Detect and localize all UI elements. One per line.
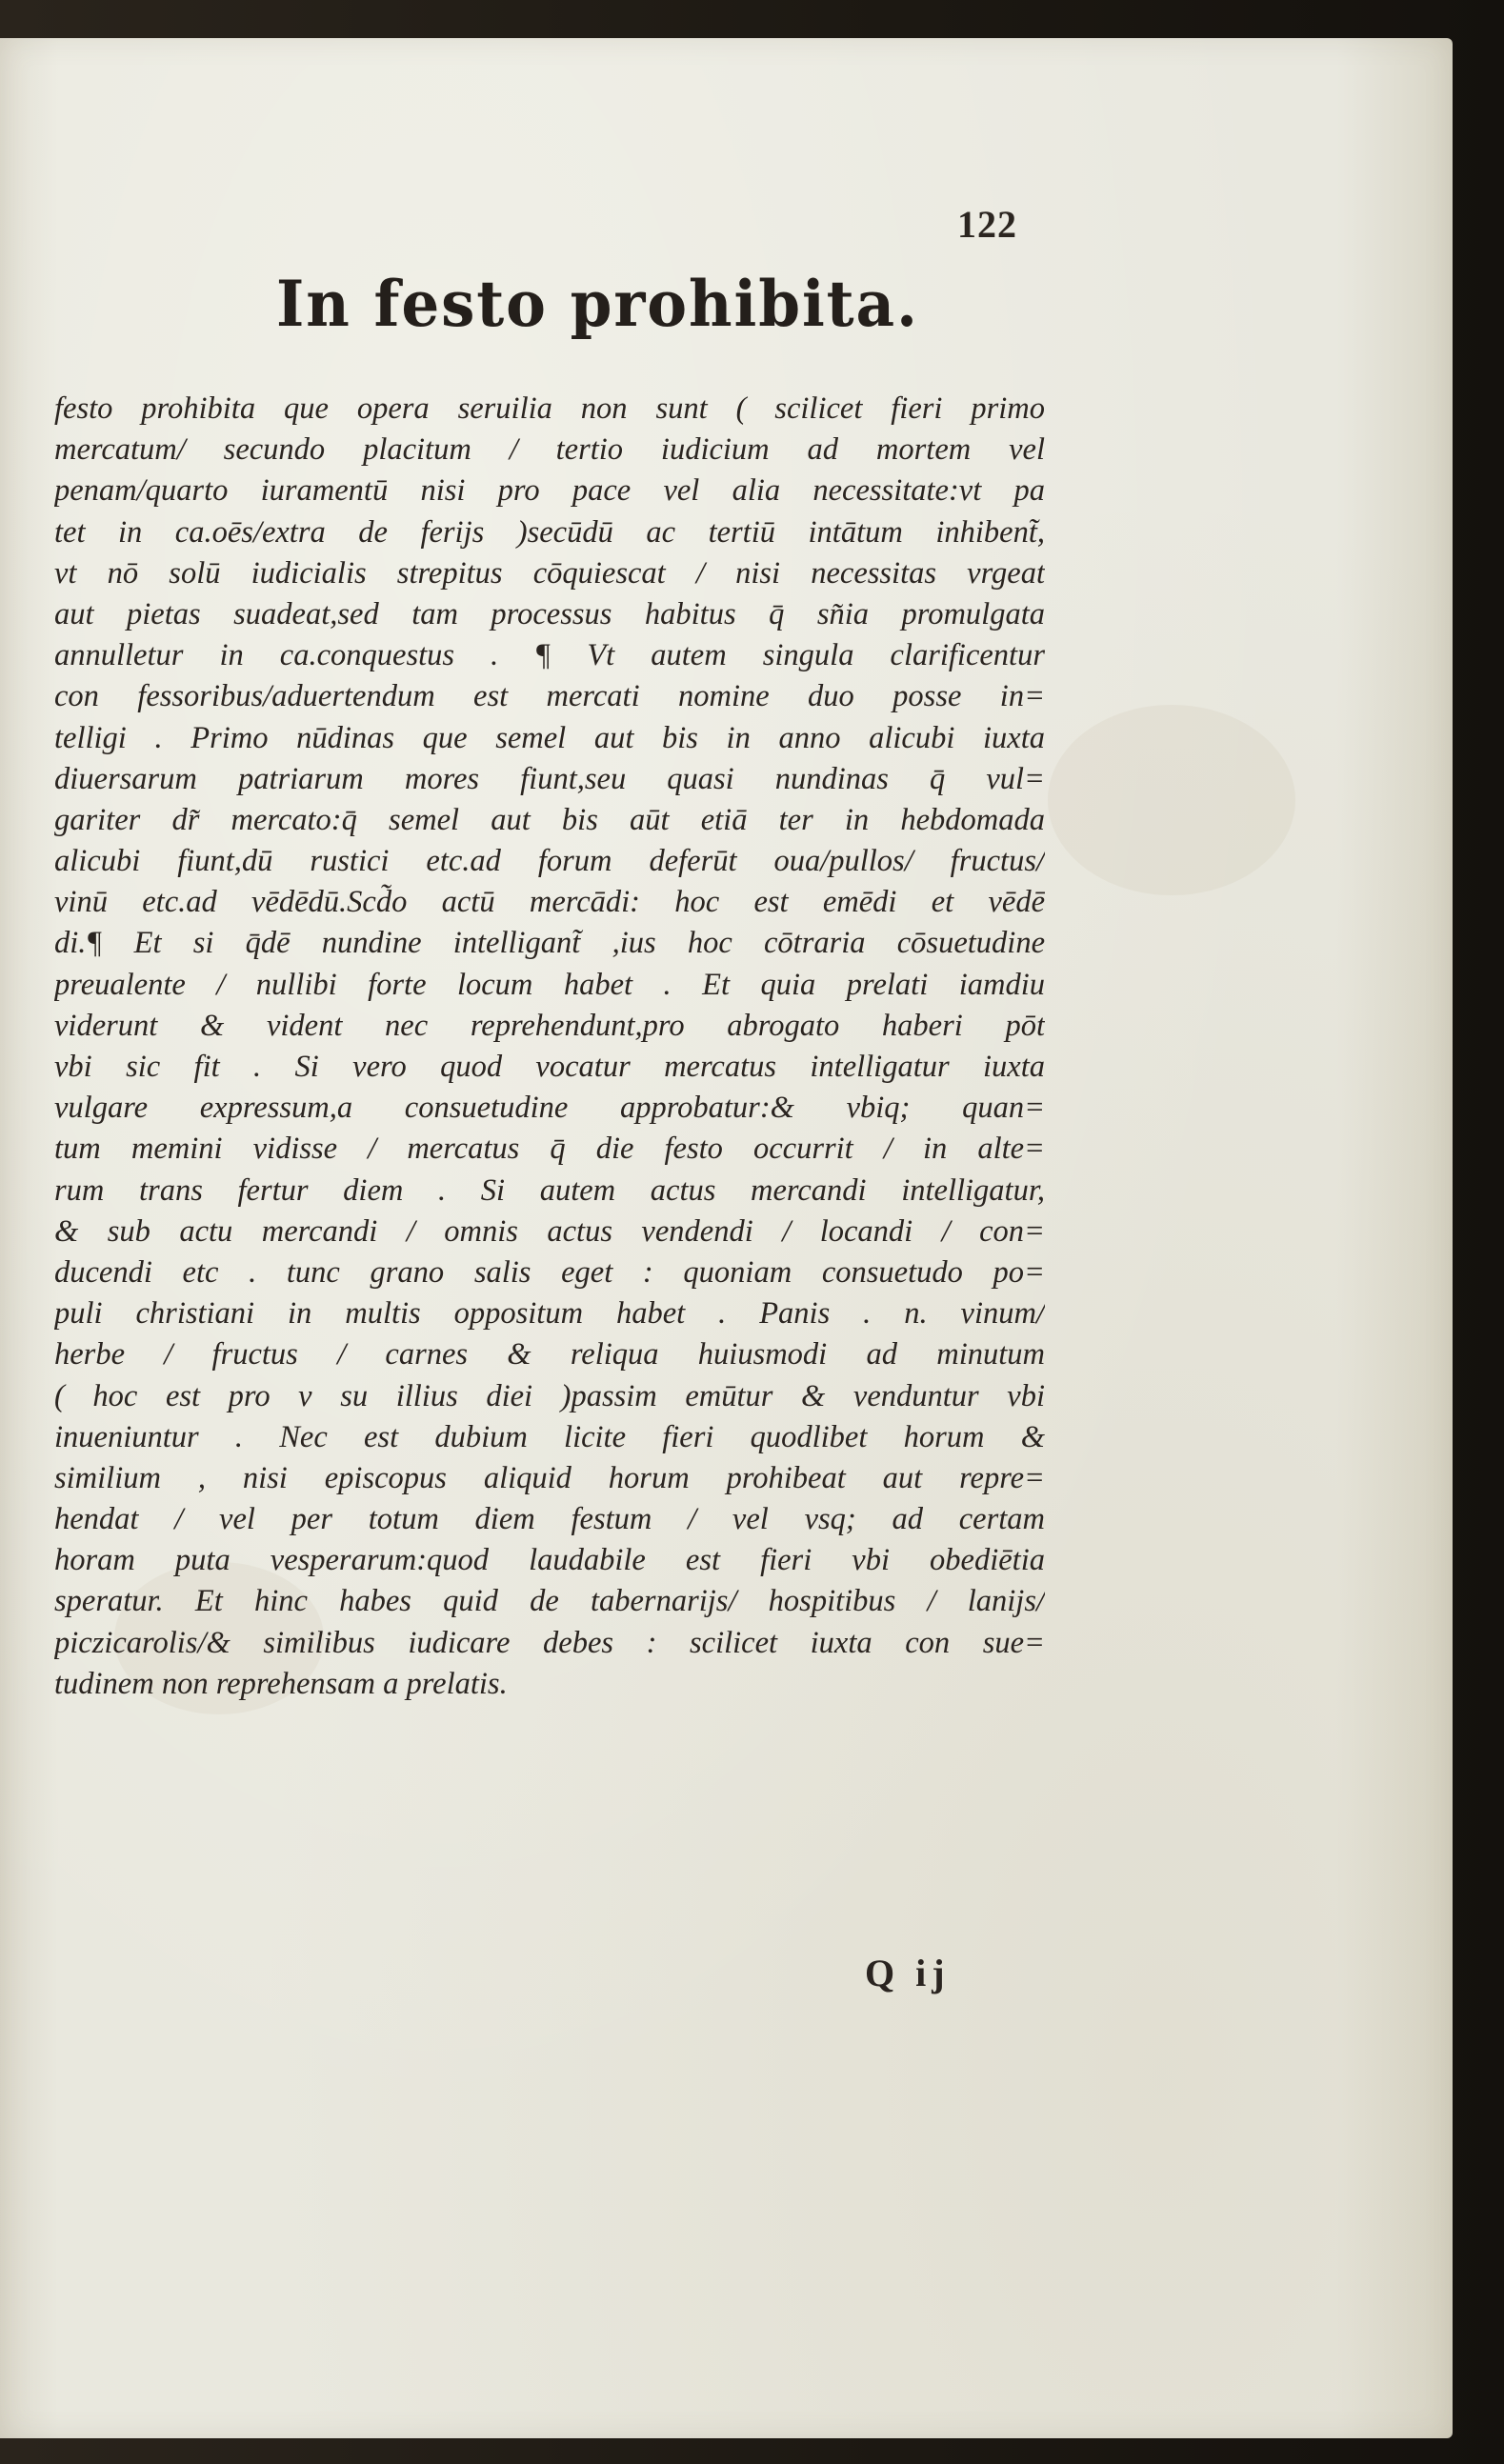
text-line: con fessoribus/aduertendum est mercati nomine duo posse in=: [54, 679, 1045, 714]
text-line: ( hoc est pro v su illius diei )passim emūtur & venduntur vbi: [54, 1378, 1045, 1413]
text-line: herbe / fructus / carnes & reliqua huiusmodi ad minutum: [54, 1337, 1045, 1372]
text-line: speratur. Et hinc habes quid de tabernarijs/ hospitibus / lanijs/: [54, 1584, 1045, 1619]
text-line: tum memini vidisse / mercatus q̄ die festo occurrit / in alte=: [54, 1132, 1045, 1167]
text-line: gariter dr͂ mercato:q̄ semel aut bis aūt etiā ter in hebdomada: [54, 802, 1045, 837]
text-line: festo prohibita que opera seruilia non sunt ( scilicet fieri primo: [54, 391, 1045, 426]
paper-stain: [1048, 705, 1295, 895]
text-line: mercatum/ secundo placitum / tertio iudicium ad mortem vel: [54, 432, 1045, 468]
text-line: penam/quarto iuramentū nisi pro pace vel alia necessitate:vt pa: [54, 473, 1045, 509]
text-line: aut pietas suadeat,sed tam processus habitus q̄ sn͂ia promulgata: [54, 596, 1045, 631]
text-line: di.¶ Et si q̄dē nundine intelligant͂ ,ius hoc cōtraria cōsuetudine: [54, 926, 1045, 961]
text-line: hendat / vel per totum diem festum / vel vsq; ad certam: [54, 1502, 1045, 1537]
text-line: annulletur in ca.conquestus . ¶ Vt autem singula clarificentur: [54, 638, 1045, 673]
text-line: tudinem non reprehensam a prelatis.: [54, 1666, 508, 1701]
text-line: tet in ca.oēs/extra de ferijs )secūdū ac tertiū intātum inhibent͂,: [54, 514, 1045, 550]
book-page: [0, 38, 1453, 2438]
text-line: piczicarolis/& similibus iudicare debes : scilicet iuxta con sue=: [54, 1625, 1045, 1660]
text-line: & sub actu mercandi / omnis actus vendendi / locandi / con=: [54, 1213, 1045, 1249]
text-line: vinū etc.ad vēdēdū.Scd͂o actū mercādi: hoc est emēdi et vēdē: [54, 885, 1045, 920]
signature-mark: Q ij: [865, 1952, 951, 1994]
text-line: telligi . Primo nūdinas que semel aut bis in anno alicubi iuxta: [54, 720, 1045, 755]
text-line: vt nō solū iudicialis strepitus cōquiescat / nisi necessitas vrgeat: [54, 555, 1045, 591]
text-line: vbi sic fit . Si vero quod vocatur mercatus intelligatur iuxta: [54, 1050, 1045, 1084]
text-line: alicubi fiunt,dū rustici etc.ad forum deferūt oua/pullos/ fructus/: [54, 844, 1045, 879]
text-line: ducendi etc . tunc grano salis eget : quoniam consuetudo po=: [54, 1254, 1045, 1290]
text-line: preualente / nullibi forte locum habet . Et quia prelati iamdiu: [54, 967, 1045, 1002]
text-line: puli christiani in multis oppositum habet . Panis . n. vinum/: [54, 1296, 1045, 1332]
text-line: horam puta vesperarum:quod laudabile est fieri vbi obediētia: [54, 1543, 1045, 1578]
text-line: similium , nisi episcopus aliquid horum prohibeat aut repre=: [54, 1460, 1045, 1495]
text-line: viderunt & vident nec reprehendunt,pro abrogato haberi pōt: [54, 1008, 1045, 1043]
running-head: In festo prohibita.: [276, 267, 919, 341]
text-line: inueniuntur . Nec est dubium licite fieri quodlibet horum &: [54, 1419, 1045, 1454]
text-line: vulgare expressum,a consuetudine approbatur:& vbiq; quan=: [54, 1091, 1045, 1126]
text-line: rum trans fertur diem . Si autem actus mercandi intelligatur,: [54, 1172, 1045, 1208]
text-line: diuersarum patriarum mores fiunt,seu quasi nundinas q̄ vul=: [54, 761, 1045, 796]
page-number: 122: [957, 203, 1017, 246]
body-text: [54, 389, 1045, 1705]
